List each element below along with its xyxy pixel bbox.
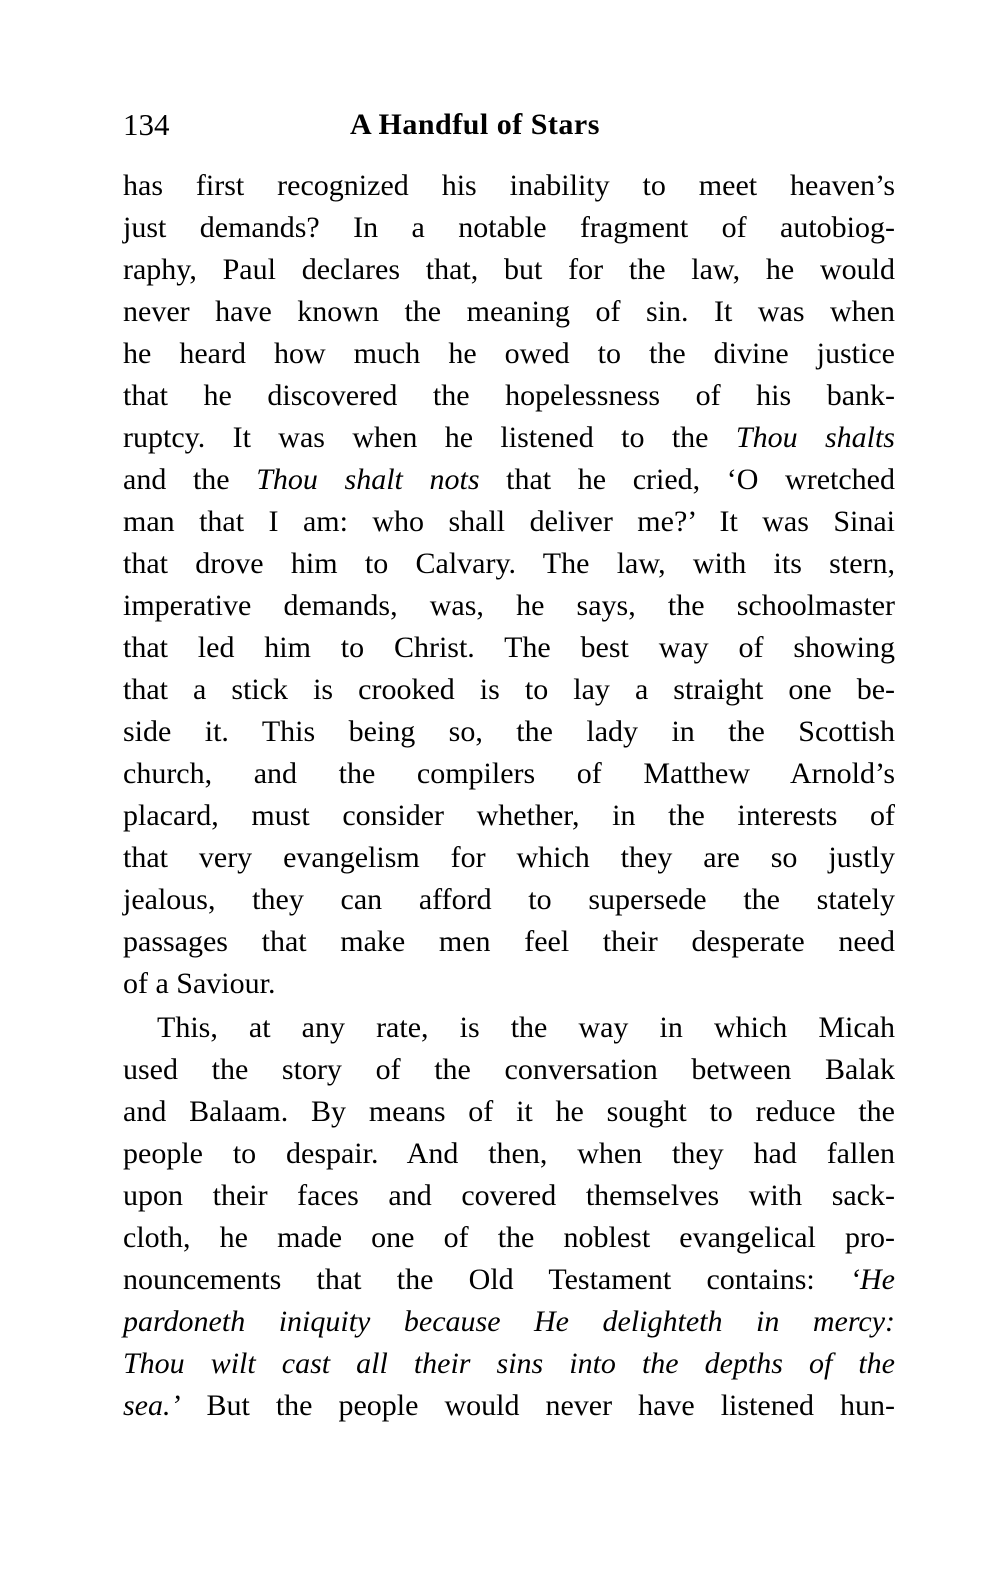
text-line: placard, must consider whether, in the interests of [123,799,895,832]
text-line: church, and the compilers of Matthew Arnold’s [123,757,895,790]
running-title: A Handful of Stars [350,108,600,141]
text-line: that he discovered the hopelessness of his bank- [123,379,895,412]
text-line [123,1343,895,1385]
page-number: 134 [123,107,170,142]
text-line [123,1301,895,1343]
text-line: and the Thou shalt nots that he cried, ‘O wretched [123,463,895,496]
text-line: ruptcy. It was when he listened to the Thou shalts [123,421,895,454]
text-line: sea.’ But the people would never have listened hun- [123,1389,895,1422]
text-line: passages that make men feel their desperate need [123,925,895,958]
text-line: that a stick is crooked is to lay a straight one be- [123,673,895,706]
italic-phrase: ‘He [850,1263,895,1296]
italic-phrase: Thou shalt nots [256,463,480,496]
italic-phrase: Thou shalts [735,421,895,454]
text-line: raphy, Paul declares that, but for the law, he would [123,253,895,286]
text-line: and Balaam. By means of it he sought to reduce the [123,1095,895,1128]
body-text [123,165,895,1427]
text-line: nouncements that the Old Testament contains: ‘He [123,1263,895,1296]
text-line: has first recognized his inability to meet heaven’s [123,169,895,202]
text-line: people to despair. And then, when they had fallen [123,1137,895,1170]
text-line: side it. This being so, the lady in the Scottish [123,715,895,748]
text-line: used the story of the conversation between Balak [123,1053,895,1086]
text-line: that very evangelism for which they are so justly [123,841,895,874]
text-line: man that I am: who shall deliver me?’ It was Sinai [123,505,895,538]
paragraph [123,1007,895,1427]
text-line: that led him to Christ. The best way of showing [123,631,895,664]
italic-phrase: pardoneth iniquity because He delighteth in mercy: [123,1305,895,1338]
text-line: This, at any rate, is the way in which Micah [157,1011,895,1044]
text-line: upon their faces and covered themselves with sack- [123,1179,895,1212]
text-line: imperative demands, was, he says, the schoolmaster [123,589,895,622]
text-line: never have known the meaning of sin. It was when [123,295,895,328]
text-line: he heard how much he owed to the divine justice [123,337,895,370]
text-line: cloth, he made one of the noblest evangelical pro- [123,1221,895,1254]
italic-phrase: Thou wilt cast all their sins into the depths of the [123,1347,895,1380]
running-head [123,100,895,150]
text-line: just demands? In a notable fragment of autobiog- [123,211,895,244]
italic-phrase: sea.’ [123,1389,181,1422]
text-line: that drove him to Calvary. The law, with its stern, [123,547,895,580]
text-line: jealous, they can afford to supersede the stately [123,883,895,916]
text-line: of a Saviour. [123,967,276,1000]
paragraph [123,165,895,1005]
